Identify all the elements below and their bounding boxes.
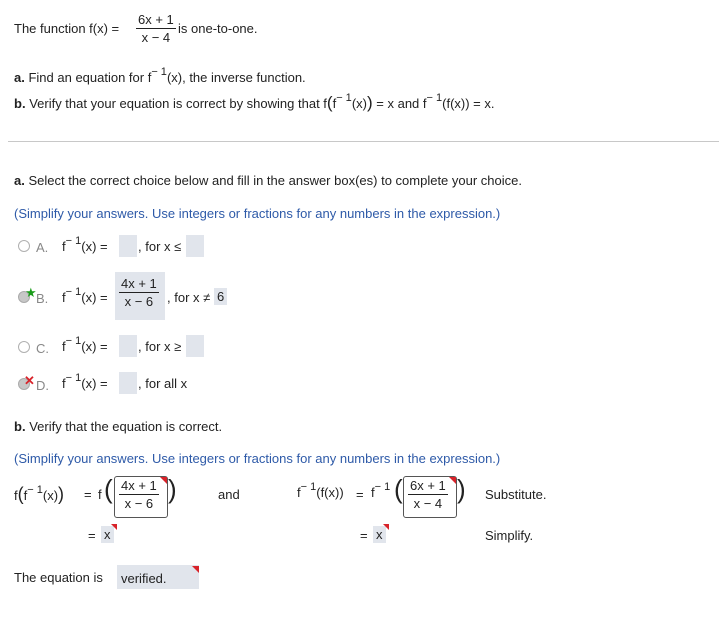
right-equals: = [356,487,364,502]
and-label: and [218,487,240,502]
right-finverse-symbol: $f^{- 1}$ [371,481,391,500]
correct-star-icon: ★ [25,285,37,300]
choice-d-tail: , for all x [138,376,188,391]
right-numerator: 6x + 1 [410,478,446,493]
fx-denominator: x − 4 [141,30,171,45]
choice-b-tail: , for x ≠ [167,290,211,305]
part-a-heading-label: a. [14,173,25,188]
verdict-value: verified. [121,571,167,586]
left-equals: = [84,487,92,502]
right-lhs-inner: (f(x)) [316,485,344,500]
choice-d-lhs: $f^{- 1}(x)$ = [62,372,108,391]
part-a-heading [14,173,522,188]
part-b-heading [14,419,222,434]
left-fraction [119,478,159,511]
choice-b-lhs-text: (x) = [81,290,108,305]
choice-c-tail: , for x ≥ [138,339,182,354]
choice-c-radio[interactable] [18,341,30,353]
substitute-label: Substitute. [485,487,547,502]
left-denominator: x − 6 [124,496,154,511]
inverse-superscript: − 1 [27,484,43,496]
left-f-symbol: f [98,487,102,502]
choice-a-radio[interactable] [18,240,30,252]
choice-c-bound-box[interactable] [186,335,204,357]
part-a-text-2: (x), the inverse function. [166,70,306,85]
choice-d-lhs-text: (x) = [81,376,108,391]
right-result-flag [383,524,389,530]
choice-a-letter: A. [36,240,49,255]
right-close-paren: ) [457,474,466,504]
intro-suffix: is one-to-one. [178,21,258,36]
right-open-paren: ( [394,474,403,504]
choice-a-lhs: $f^{- 1}(x)$ = [62,235,108,254]
left-verify-lhs: $f(f^{- 1}(x))$ [14,484,65,504]
part-a-heading-text: Select the correct choice below and fill in the answer box(es) to complete your choice. [28,173,522,188]
right-result-box[interactable]: x [373,526,386,543]
incorrect-x-icon: ✕ [24,373,35,388]
inverse-superscript: − 1 [374,481,391,493]
inverse-superscript: − 1 [151,66,167,78]
conclusion-label: The equation is [14,570,103,585]
fx-fraction [136,12,176,45]
choice-a-lhs-text: (x) = [81,239,108,254]
inverse-superscript: − 1 [65,335,82,347]
part-b-heading-label: b. [14,419,26,434]
part-b-label: b. [14,96,26,111]
part-b-hint: (Simplify your answers. Use integers or fractions for any numbers in the expression.) [14,451,501,466]
left-open-paren: ( [104,474,113,504]
part-b-text-4: (f(x)) = x. [442,96,495,111]
inverse-superscript: − 1 [300,481,317,493]
inverse-superscript: − 1 [65,235,82,247]
choice-a-bound-box[interactable] [186,235,204,257]
left-numerator: 4x + 1 [121,478,157,493]
inverse-superscript: − 1 [336,92,352,104]
choice-a-tail: , for x ≤ [138,239,182,254]
right-feedback-flag [449,477,456,484]
left-result-box[interactable]: x [101,526,114,543]
choice-d-letter: D. [36,378,49,393]
left-feedback-flag [160,477,167,484]
part-b-text-3: = x and f [376,96,427,111]
fx-numerator: 6x + 1 [138,12,174,27]
part-b-text-2: (x) [351,96,367,111]
part-a-label: a. [14,70,25,85]
choice-b-numerator: 4x + 1 [121,276,157,291]
choice-b-fraction [119,276,159,309]
left-close-paren: ) [168,474,177,504]
right-denominator: x − 4 [413,496,443,511]
choice-d-function-box[interactable] [119,372,137,394]
part-b-heading-text: Verify that the equation is correct. [29,419,223,434]
choice-c-lhs-text: (x) = [81,339,108,354]
section-divider [8,141,719,142]
inverse-superscript: − 1 [65,372,82,384]
choice-b-bound-value[interactable]: 6 [214,288,227,305]
choice-a-function-box[interactable] [119,235,137,257]
right-fraction [408,478,448,511]
simplify-label: Simplify. [485,528,534,543]
choice-b-lhs: $f^{- 1}(x)$ = [62,286,108,305]
part-b-text-1: Verify that your equation is correct by showing that f [29,96,327,111]
choice-b-denominator: x − 6 [124,294,154,309]
left-result-flag [111,524,117,530]
part-b-statement: b. Verify that your equation is correct by showing that $f(f^{- 1}(x)) = x$ and $f^{- 1}(f(x)) = x$. [14,92,495,112]
choice-c-function-box[interactable] [119,335,137,357]
part-a-hint: (Simplify your answers. Use integers or fractions for any numbers in the expression.) [14,206,501,221]
choice-c-lhs: $f^{- 1}(x)$ = [62,335,108,354]
left-result-equals: = [88,528,96,543]
verdict-feedback-flag [192,566,199,573]
part-a-text-1: Find an equation for f [28,70,152,85]
inverse-superscript: − 1 [65,286,82,298]
inverse-superscript: − 1 [426,92,443,104]
part-a-statement [14,66,306,85]
right-verify-lhs: $f^{- 1}(f(x))$ [297,481,344,500]
right-result-equals: = [360,528,368,543]
intro-prefix: The function f(x) = [14,21,120,36]
choice-b-letter: B. [36,291,49,306]
choice-c-letter: C. [36,341,49,356]
